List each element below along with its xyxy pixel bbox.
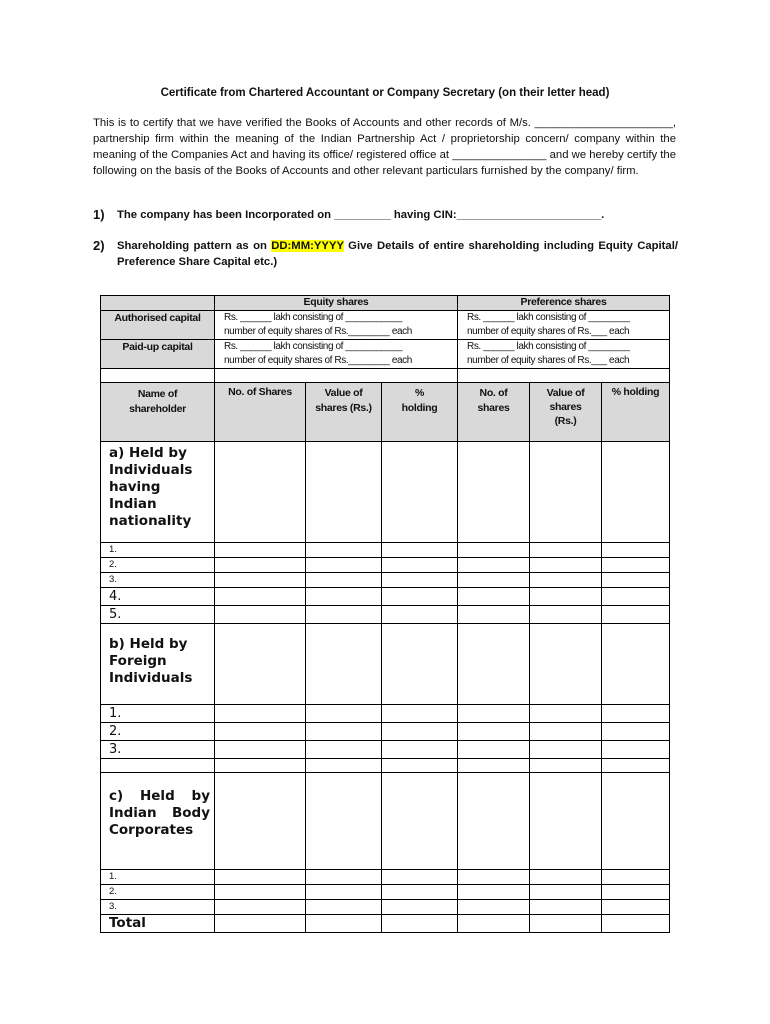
- input-cell[interactable]: [306, 624, 382, 705]
- authorised-equity-cell[interactable]: [215, 311, 458, 340]
- authorised-preference-cell[interactable]: [458, 311, 670, 340]
- cap-line: number of equity shares of Rs.___ each: [467, 355, 630, 366]
- cap-line: Rs. ______ lakh consisting of ___________: [224, 312, 403, 323]
- item-number: 1): [93, 207, 105, 222]
- row-number: 2.: [101, 885, 215, 900]
- section-c-heading: c) Held by Indian Body Corporates: [101, 773, 215, 870]
- paidup-capital-label: Paid-up capital: [101, 340, 215, 369]
- input-cell[interactable]: [602, 442, 670, 543]
- intro-paragraph: This is to certify that we have verified the Books of Accounts and other records of M/s. ______________________, partnership firm within the meaning of the Indian Partnership Act / proprietorship concern/ company within the meaning of the Companies Act and having its office/ registered office at _______________ and we hereby certify the following on the basis of the Books of Accounts and other relevant particulars furnished by the company/ firm.: [93, 117, 676, 177]
- row-number: 1.: [101, 870, 215, 885]
- input-cell[interactable]: [602, 773, 670, 870]
- col-pref-no-shares: No. of shares: [458, 383, 530, 442]
- item-shareholding: [93, 238, 678, 270]
- input-cell[interactable]: [382, 624, 458, 705]
- cap-line: number of equity shares of Rs.________ each: [224, 355, 412, 366]
- input-cell[interactable]: [458, 442, 530, 543]
- cap-line: number of equity shares of Rs.________ each: [224, 326, 412, 337]
- input-cell[interactable]: [382, 773, 458, 870]
- input-cell[interactable]: [306, 442, 382, 543]
- input-cell[interactable]: [458, 773, 530, 870]
- item-number: 2): [93, 238, 105, 253]
- authorised-capital-label: Authorised capital: [101, 311, 215, 340]
- input-cell[interactable]: [215, 624, 306, 705]
- input-cell[interactable]: [382, 442, 458, 543]
- row-number: 2.: [101, 558, 215, 573]
- row-number: 2.: [101, 723, 215, 741]
- item-text-end: Give Details of entire shareholding including Equity Capital/ Preference Share Capital etc.): [117, 240, 678, 268]
- col-name-shareholder: Name of shareholder: [101, 383, 215, 442]
- input-cell[interactable]: [458, 624, 530, 705]
- paidup-preference-cell[interactable]: [458, 340, 670, 369]
- date-placeholder-highlight[interactable]: DD:MM:YYYY: [271, 240, 344, 252]
- page-title: Certificate from Chartered Accountant or Company Secretary (on their letter head): [160, 87, 610, 99]
- row-number: 1.: [101, 543, 215, 558]
- input-cell[interactable]: [215, 442, 306, 543]
- row-number: 3.: [101, 573, 215, 588]
- input-cell[interactable]: [530, 442, 602, 543]
- item-text: [117, 238, 678, 270]
- col-equity-value: Value of shares (Rs.): [306, 383, 382, 442]
- input-cell[interactable]: [306, 773, 382, 870]
- row-number: 4.: [101, 588, 215, 606]
- col-equity-pct: % holding: [382, 383, 458, 442]
- col-pref-pct: % holding: [602, 383, 670, 442]
- item-text-start: Shareholding pattern as on: [117, 240, 272, 252]
- total-label: Total: [101, 915, 215, 933]
- section-a-heading: a) Held by Individuals having Indian nationality: [101, 442, 215, 543]
- cap-line: Rs. ______ lakh consisting of ________: [467, 341, 630, 352]
- cap-line: Rs. ______ lakh consisting of ___________: [224, 341, 403, 352]
- input-cell[interactable]: [215, 773, 306, 870]
- row-number: 5.: [101, 606, 215, 624]
- section-b-heading: b) Held by Foreign Individuals: [101, 624, 215, 705]
- input-cell[interactable]: [530, 773, 602, 870]
- paidup-equity-cell[interactable]: [215, 340, 458, 369]
- cap-line: number of equity shares of Rs.___ each: [467, 326, 630, 337]
- item-text: The company has been Incorporated on _________ having CIN:_______________________.: [117, 209, 605, 221]
- row-number: 3.: [101, 741, 215, 759]
- input-cell[interactable]: [602, 624, 670, 705]
- equity-shares-header: Equity shares: [215, 296, 458, 311]
- cap-line: Rs. ______ lakh consisting of ________: [467, 312, 630, 323]
- preference-shares-header: Preference shares: [458, 296, 670, 311]
- col-pref-value: Value of shares (Rs.): [530, 383, 602, 442]
- input-cell[interactable]: [530, 624, 602, 705]
- shareholding-table: [100, 295, 670, 933]
- row-number: 1.: [101, 705, 215, 723]
- col-equity-no-shares: No. of Shares: [215, 383, 306, 442]
- item-incorporation: [93, 207, 678, 223]
- row-number: 3.: [101, 900, 215, 915]
